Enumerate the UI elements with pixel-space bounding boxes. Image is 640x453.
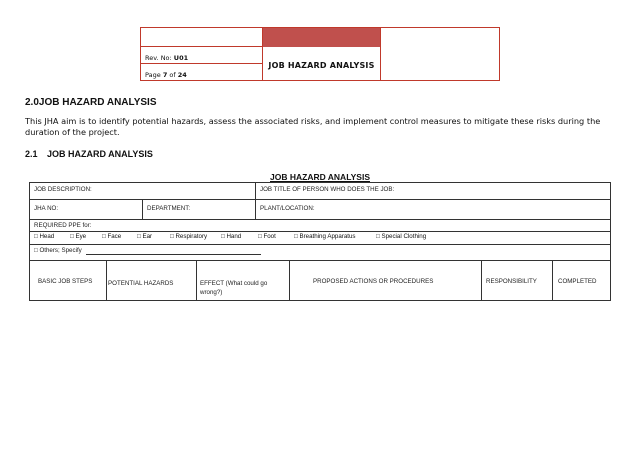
subsection-title: 2.1 JOB HAZARD ANALYSIS	[25, 149, 153, 159]
ppe-foot-checkbox[interactable]: □ Foot	[258, 233, 276, 240]
department-label: DEPARTMENT:	[147, 205, 191, 212]
ppe-special-clothing-checkbox[interactable]: □ Special Clothing	[376, 233, 427, 240]
header-accent-cell	[263, 28, 381, 47]
document-header	[140, 27, 500, 81]
specify-underline	[86, 254, 261, 255]
job-description-label: JOB DESCRIPTION:	[34, 186, 92, 193]
ppe-face-checkbox[interactable]: □ Face	[102, 233, 122, 240]
column-effect: EFFECT (What could go	[200, 280, 268, 287]
revision-number: Rev. No: U01	[141, 47, 263, 64]
column-completed: COMPLETED	[558, 278, 597, 285]
ppe-breathing-apparatus-checkbox[interactable]: □ Breathing Apparatus	[294, 233, 356, 240]
header-logo-cell	[381, 28, 499, 81]
plant-location-label: PLANT/LOCATION:	[260, 205, 315, 212]
ppe-eye-checkbox[interactable]: □ Eye	[70, 233, 87, 240]
form-heading: JOB HAZARD ANALYSIS	[270, 172, 370, 182]
page-number: Page 7 of 24	[141, 64, 263, 81]
ppe-others-specify[interactable]: □ Others; Specify	[34, 247, 82, 254]
column-basic-job-steps: BASIC JOB STEPS	[38, 278, 93, 285]
column-responsibility: RESPONSIBILITY	[486, 278, 537, 285]
ppe-hand-checkbox[interactable]: □ Hand	[221, 233, 242, 240]
ppe-head-checkbox[interactable]: □ Head	[34, 233, 55, 240]
column-potential-hazards: POTENTIAL HAZARDS	[108, 280, 174, 287]
header-title: JOB HAZARD ANALYSIS	[263, 47, 381, 81]
required-ppe-label: REQUIRED PPE for:	[34, 222, 92, 229]
column-effect-cont: wrong?)	[200, 289, 223, 296]
ppe-ear-checkbox[interactable]: □ Ear	[137, 233, 153, 240]
column-proposed-actions: PROPOSED ACTIONS OR PROCEDURES	[313, 278, 434, 285]
jha-form-table	[29, 182, 611, 301]
section-title: 2.0JOB HAZARD ANALYSIS	[25, 97, 157, 108]
job-title-person-label: JOB TITLE OF PERSON WHO DOES THE JOB:	[260, 186, 395, 193]
ppe-respiratory-checkbox[interactable]: □ Respiratory	[170, 233, 208, 240]
header-blank-cell	[141, 28, 263, 47]
intro-paragraph: This JHA aim is to identify potential hazards, assess the associated risks, and implement control measures to mitigate these risks during the duration of the project.	[25, 116, 601, 137]
jha-no-label: JHA NO:	[34, 205, 59, 212]
